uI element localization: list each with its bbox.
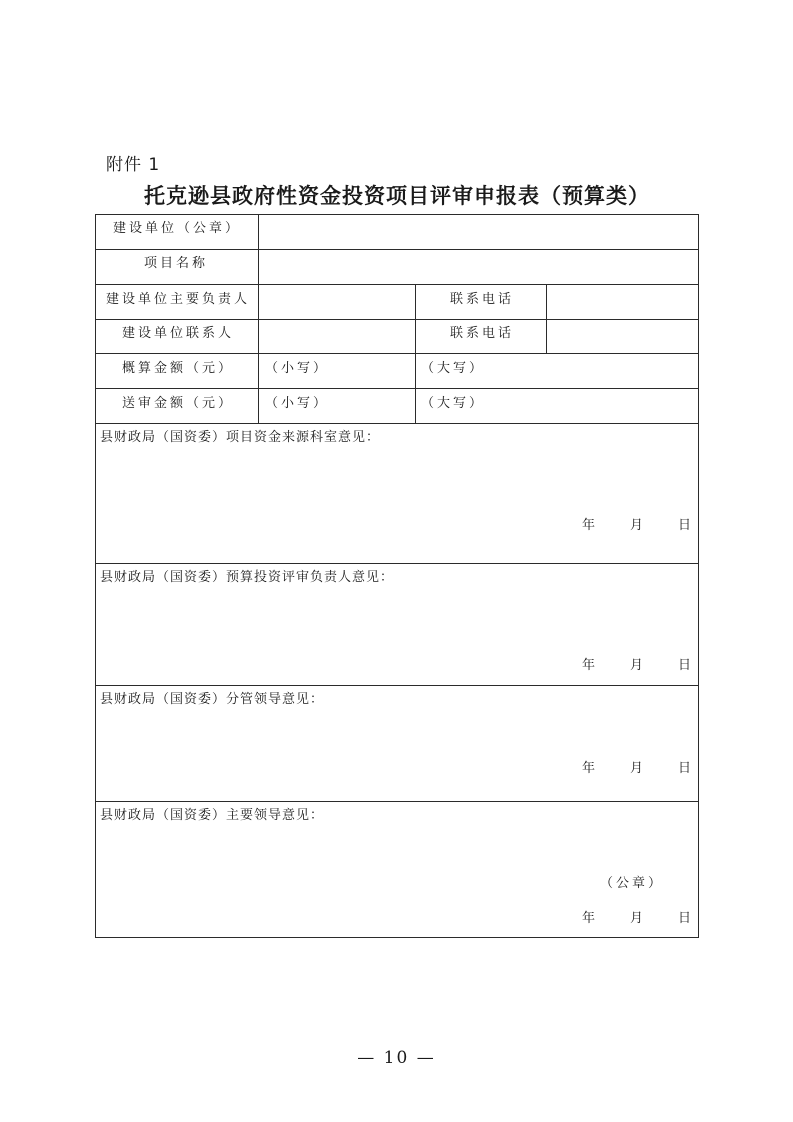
attachment-label: 附件 1 (106, 155, 161, 175)
row-divider (95, 423, 699, 424)
label-budget-small: （小写） (265, 361, 330, 376)
label-budget-big: （大写） (421, 361, 486, 376)
column-divider (415, 284, 416, 423)
label-submit-amount: 送审金额（元） (122, 396, 235, 411)
label-unit-head: 建设单位主要负责人 (106, 292, 251, 307)
row-divider (95, 319, 699, 320)
page-number: — 10 — (357, 1048, 436, 1068)
column-divider (258, 214, 259, 423)
date-day: 日 (678, 658, 695, 673)
page-title: 托克逊县政府性资金投资项目评审申报表（预算类） (144, 183, 650, 208)
label-budget-amount: 概算金额（元） (122, 361, 235, 376)
opinion-label-funding-office: 县财政局（国资委）项目资金来源科室意见： (100, 430, 381, 445)
label-phone-2: 联系电话 (450, 326, 515, 341)
row-divider (95, 801, 699, 802)
column-divider (546, 284, 547, 353)
label-submit-small: （小写） (265, 396, 330, 411)
date-month: 月 (630, 518, 647, 533)
table-border-right (698, 214, 699, 938)
date-day: 日 (678, 518, 695, 533)
date-month: 月 (630, 761, 647, 776)
opinion-label-chief-leader: 县财政局（国资委）主要领导意见： (100, 808, 325, 823)
date-year: 年 (582, 518, 599, 533)
row-divider (95, 388, 699, 389)
official-seal-label: （公章） (600, 876, 665, 891)
date-month: 月 (630, 658, 647, 673)
label-project-name: 项目名称 (144, 256, 209, 271)
table-border-left (95, 214, 96, 938)
row-divider (95, 563, 699, 564)
date-year: 年 (582, 761, 599, 776)
row-divider (95, 685, 699, 686)
date-month: 月 (630, 911, 647, 926)
row-divider (95, 284, 699, 285)
date-day: 日 (678, 761, 695, 776)
date-year: 年 (582, 911, 599, 926)
date-day: 日 (678, 911, 695, 926)
table-border-bottom (95, 937, 699, 938)
label-submit-big: （大写） (421, 396, 486, 411)
label-phone-1: 联系电话 (450, 292, 515, 307)
label-unit-seal: 建设单位（公章） (113, 221, 242, 236)
row-divider (95, 353, 699, 354)
label-unit-contact: 建设单位联系人 (122, 326, 235, 341)
opinion-label-deputy-leader: 县财政局（国资委）分管领导意见： (100, 692, 325, 707)
table-border-top (95, 214, 699, 215)
date-year: 年 (582, 658, 599, 673)
opinion-label-review-head: 县财政局（国资委）预算投资评审负责人意见： (100, 570, 395, 585)
row-divider (95, 249, 699, 250)
